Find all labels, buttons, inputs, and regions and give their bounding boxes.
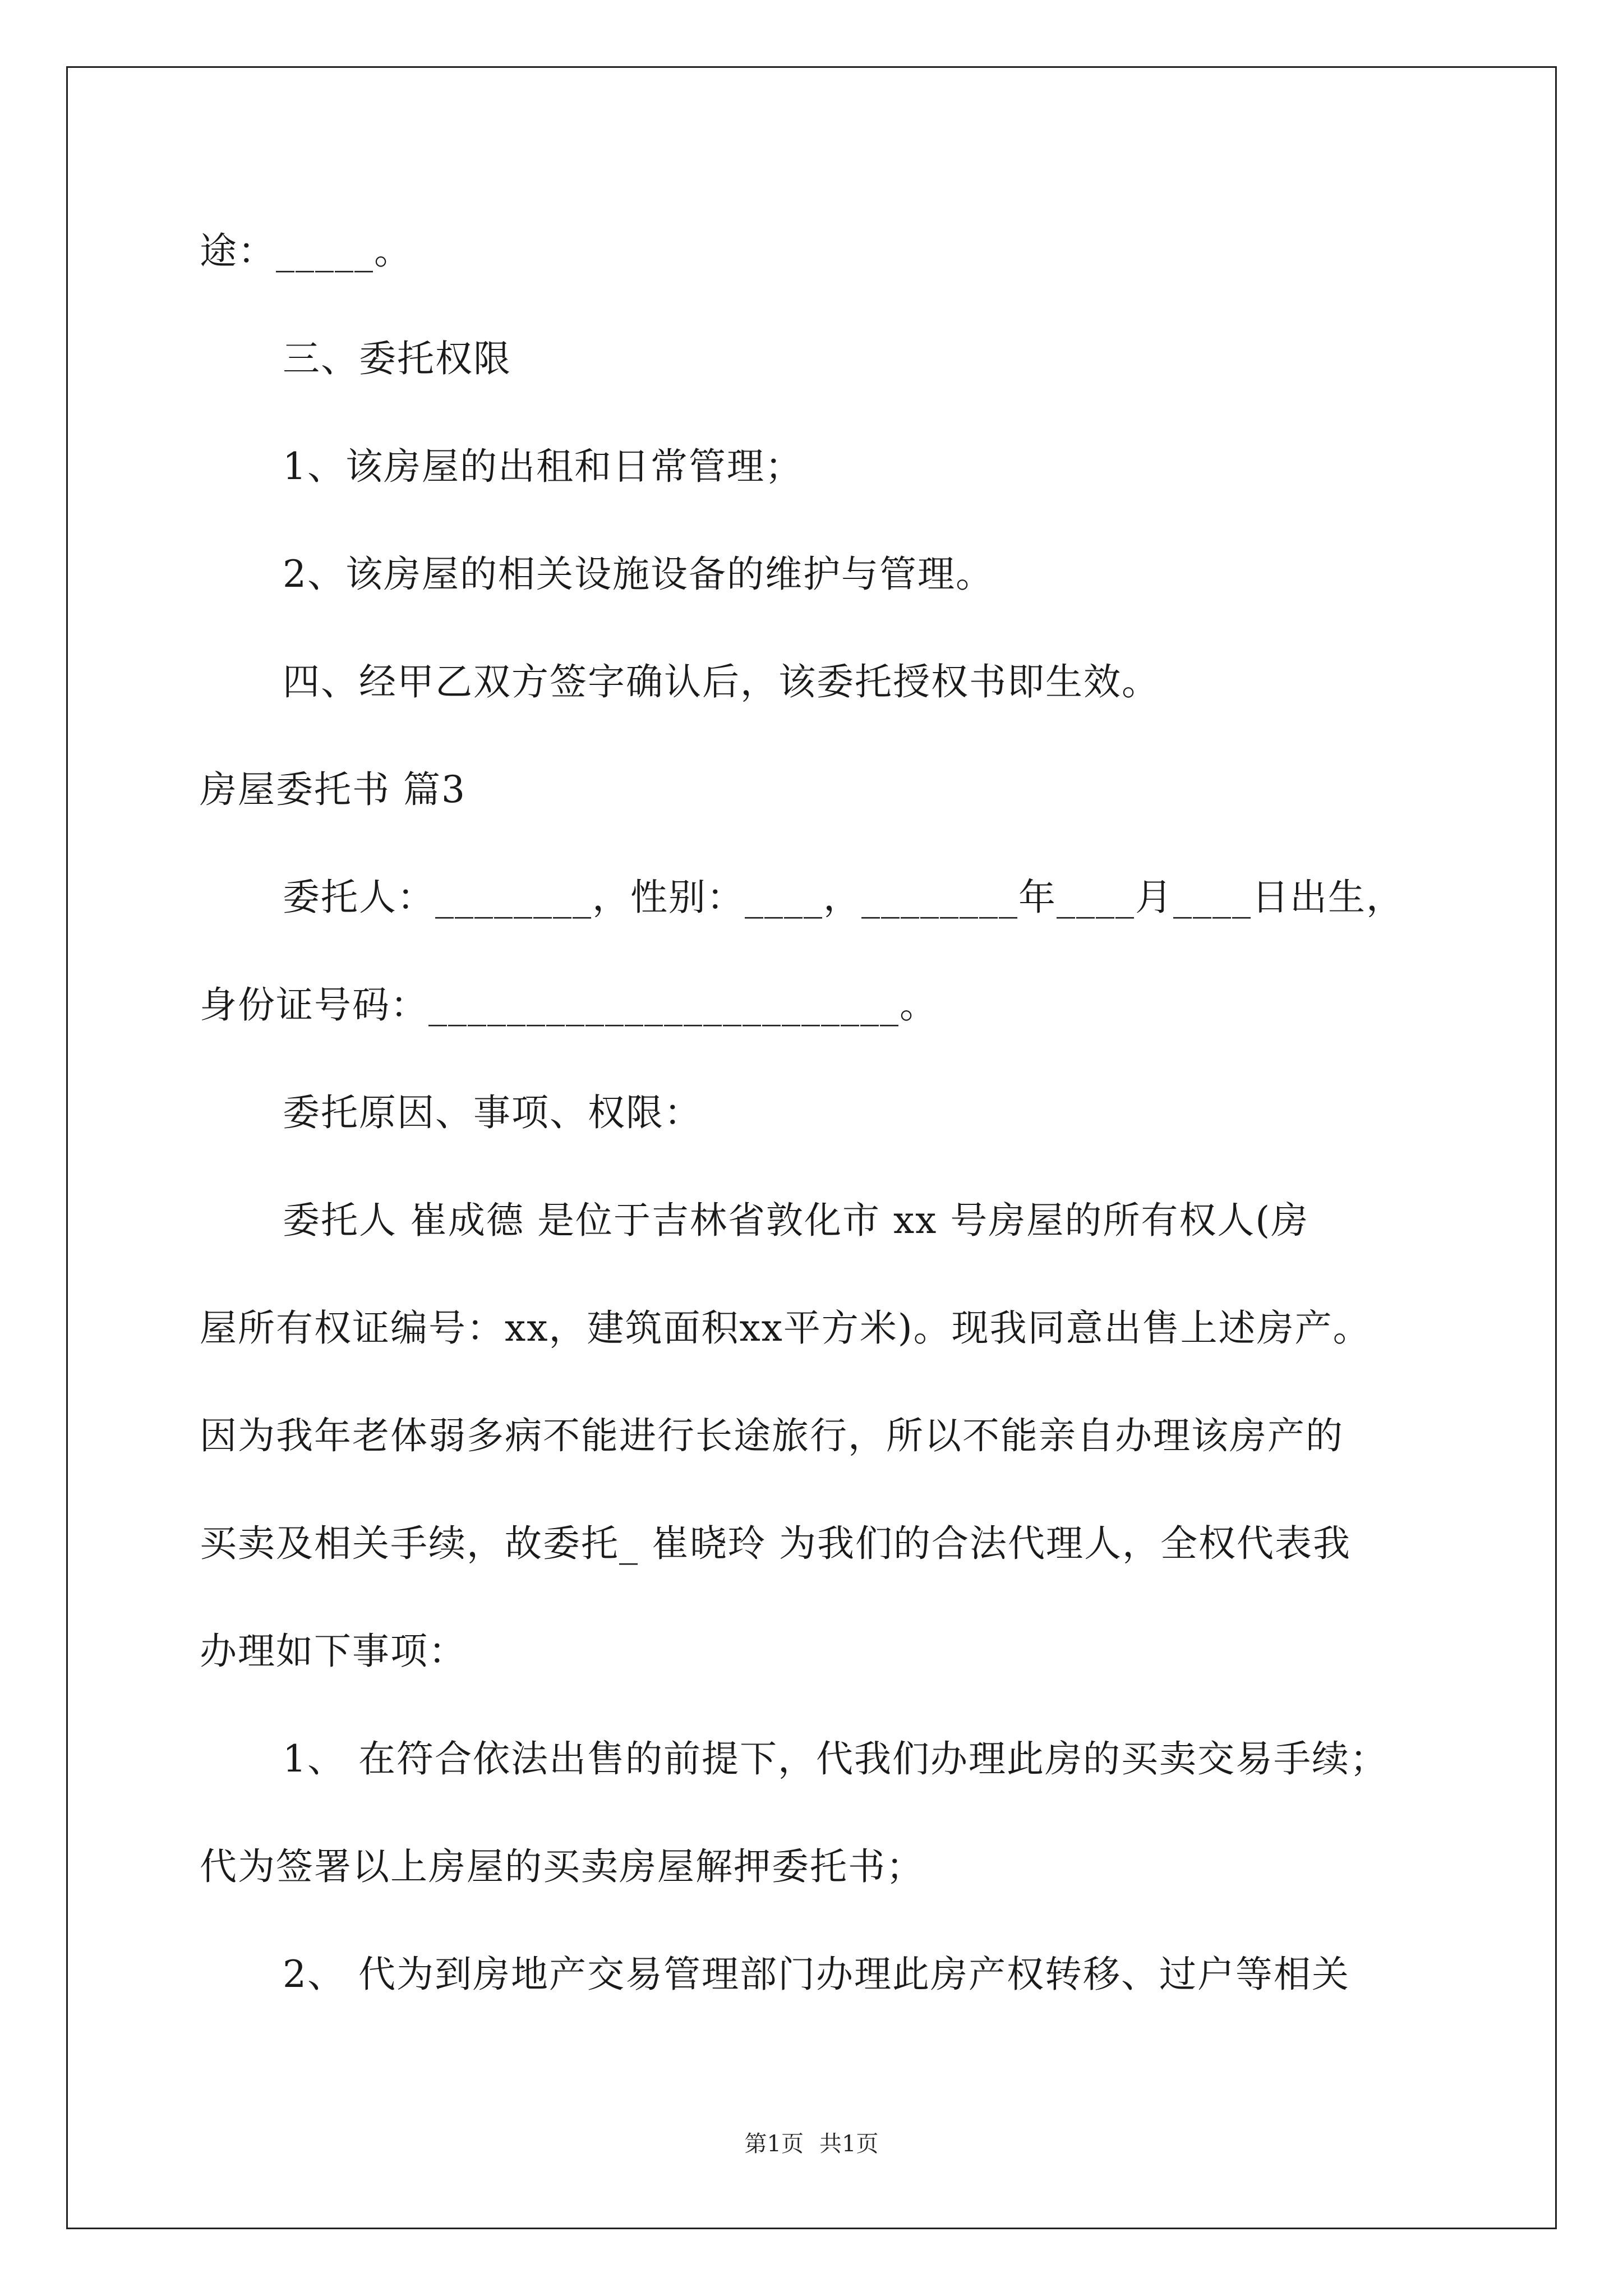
page-number-total: 共1页 — [819, 2131, 879, 2157]
text-line: 四、经甲乙双方签字确认后，该委托授权书即生效。 — [283, 660, 1160, 703]
text-line: 屋所有权证编号：xx，建筑面积xx平方米)。现我同意出售上述房产。 — [200, 1306, 1371, 1350]
page-footer — [0, 2131, 1623, 2157]
list-item: 1、 在符合依法出售的前提下，代我们办理此房的买卖交易手续； — [283, 1737, 1388, 1780]
page-border — [66, 66, 1557, 2229]
list-item: 2、 代为到房地产交易管理部门办理此房产权转移、过户等相关 — [283, 1953, 1350, 1996]
text-line: 委托人 崔成德 是位于吉林省敦化市 xx 号房屋的所有权人(房 — [283, 1199, 1310, 1242]
list-item: 1、该房屋的出租和日常管理； — [283, 445, 803, 488]
text-line: 因为我年老体弱多病不能进行长途旅行，所以不能亲自办理该房产的 — [200, 1414, 1344, 1457]
page-number-current: 第1页 — [744, 2131, 804, 2157]
text-line: 买卖及相关手续，故委托_ 崔晓玲 为我们的合法代理人，全权代表我 — [200, 1522, 1351, 1565]
list-item: 2、该房屋的相关设施设备的维护与管理。 — [283, 553, 994, 596]
text-line: 委托人：________，性别：____，________年____月____日出生， — [283, 876, 1404, 919]
text-line: 途：_____。 — [200, 229, 412, 273]
section-heading: 三、委托权限 — [283, 337, 511, 380]
text-line: 身份证号码：________________________。 — [200, 983, 938, 1027]
text-line: 代为签署以上房屋的买卖房屋解押委托书； — [200, 1845, 924, 1888]
text-line: 办理如下事项： — [200, 1630, 467, 1673]
document-title: 房屋委托书 篇3 — [200, 768, 466, 811]
text-line: 委托原因、事项、权限： — [283, 1091, 702, 1134]
